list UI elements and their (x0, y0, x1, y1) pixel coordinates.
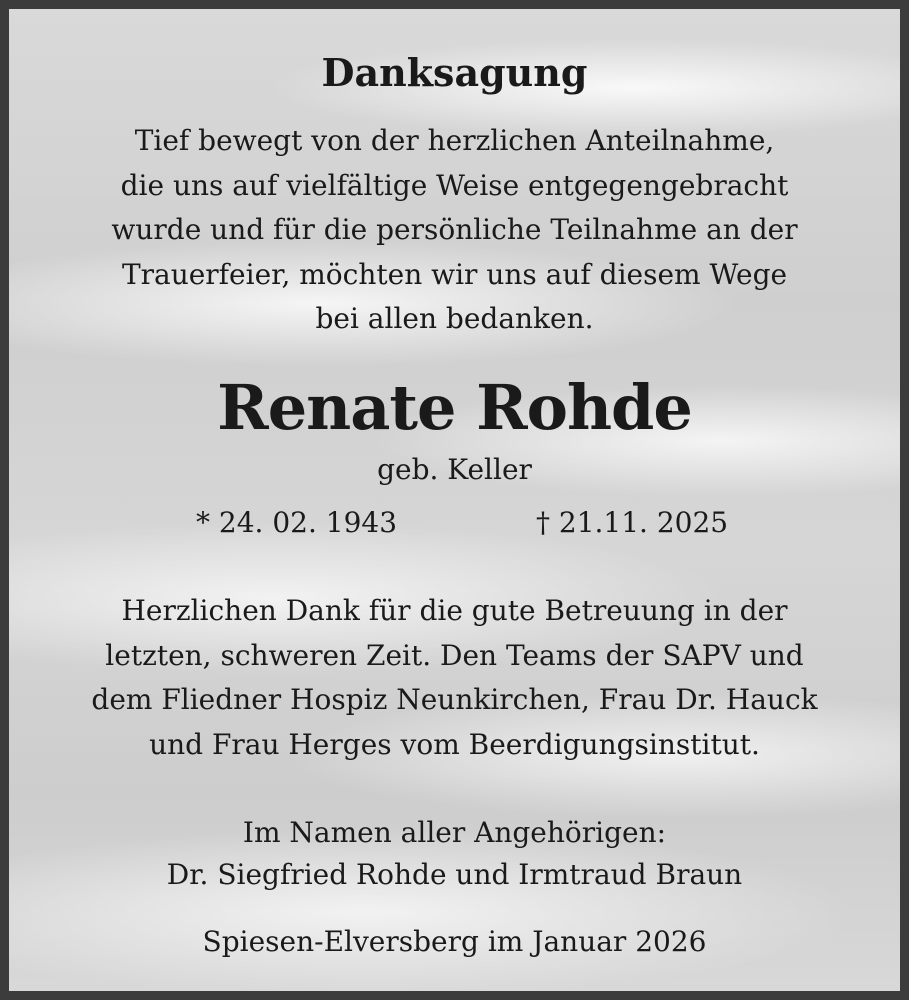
signature-line: Dr. Siegfried Rohde und Irmtraud Braun (166, 858, 743, 891)
intro-line: wurde und für die persönliche Teilnahme an der (111, 213, 798, 246)
intro-line: Tief bewegt von der herzlichen Anteilnahme, (134, 124, 775, 157)
intro-line: die uns auf vielfältige Weise entgegengebracht (120, 168, 789, 202)
signature-line: Im Namen aller Angehörigen: (242, 816, 667, 849)
notice-title: Danksagung (321, 50, 588, 95)
maiden-name: geb. Keller (377, 453, 532, 486)
signature-block (18, 812, 891, 896)
intro-text (18, 119, 891, 342)
death-date: † 21.11. 2025 (536, 506, 729, 539)
deceased-name: Renate Rohde (217, 371, 692, 444)
thanks-line: und Frau Herges vom Beerdigungsinstitut. (149, 727, 760, 761)
thanks-line: letzten, schweren Zeit. Den Teams der SAPV und (105, 638, 804, 672)
thanks-line: Herzlichen Dank für die gute Betreuung in der (121, 594, 788, 627)
intro-line: bei allen bedanken. (315, 302, 594, 335)
thanks-line: dem Fliedner Hospiz Neunkirchen, Frau Dr. Hauck (91, 683, 818, 716)
thanks-text (18, 589, 891, 767)
intro-line: Trauerfeier, möchten wir uns auf diesem Wege (121, 257, 788, 291)
birth-date: * 24. 02. 1943 (196, 506, 398, 539)
place-date: Spiesen-Elversberg im Januar 2026 (202, 925, 707, 958)
